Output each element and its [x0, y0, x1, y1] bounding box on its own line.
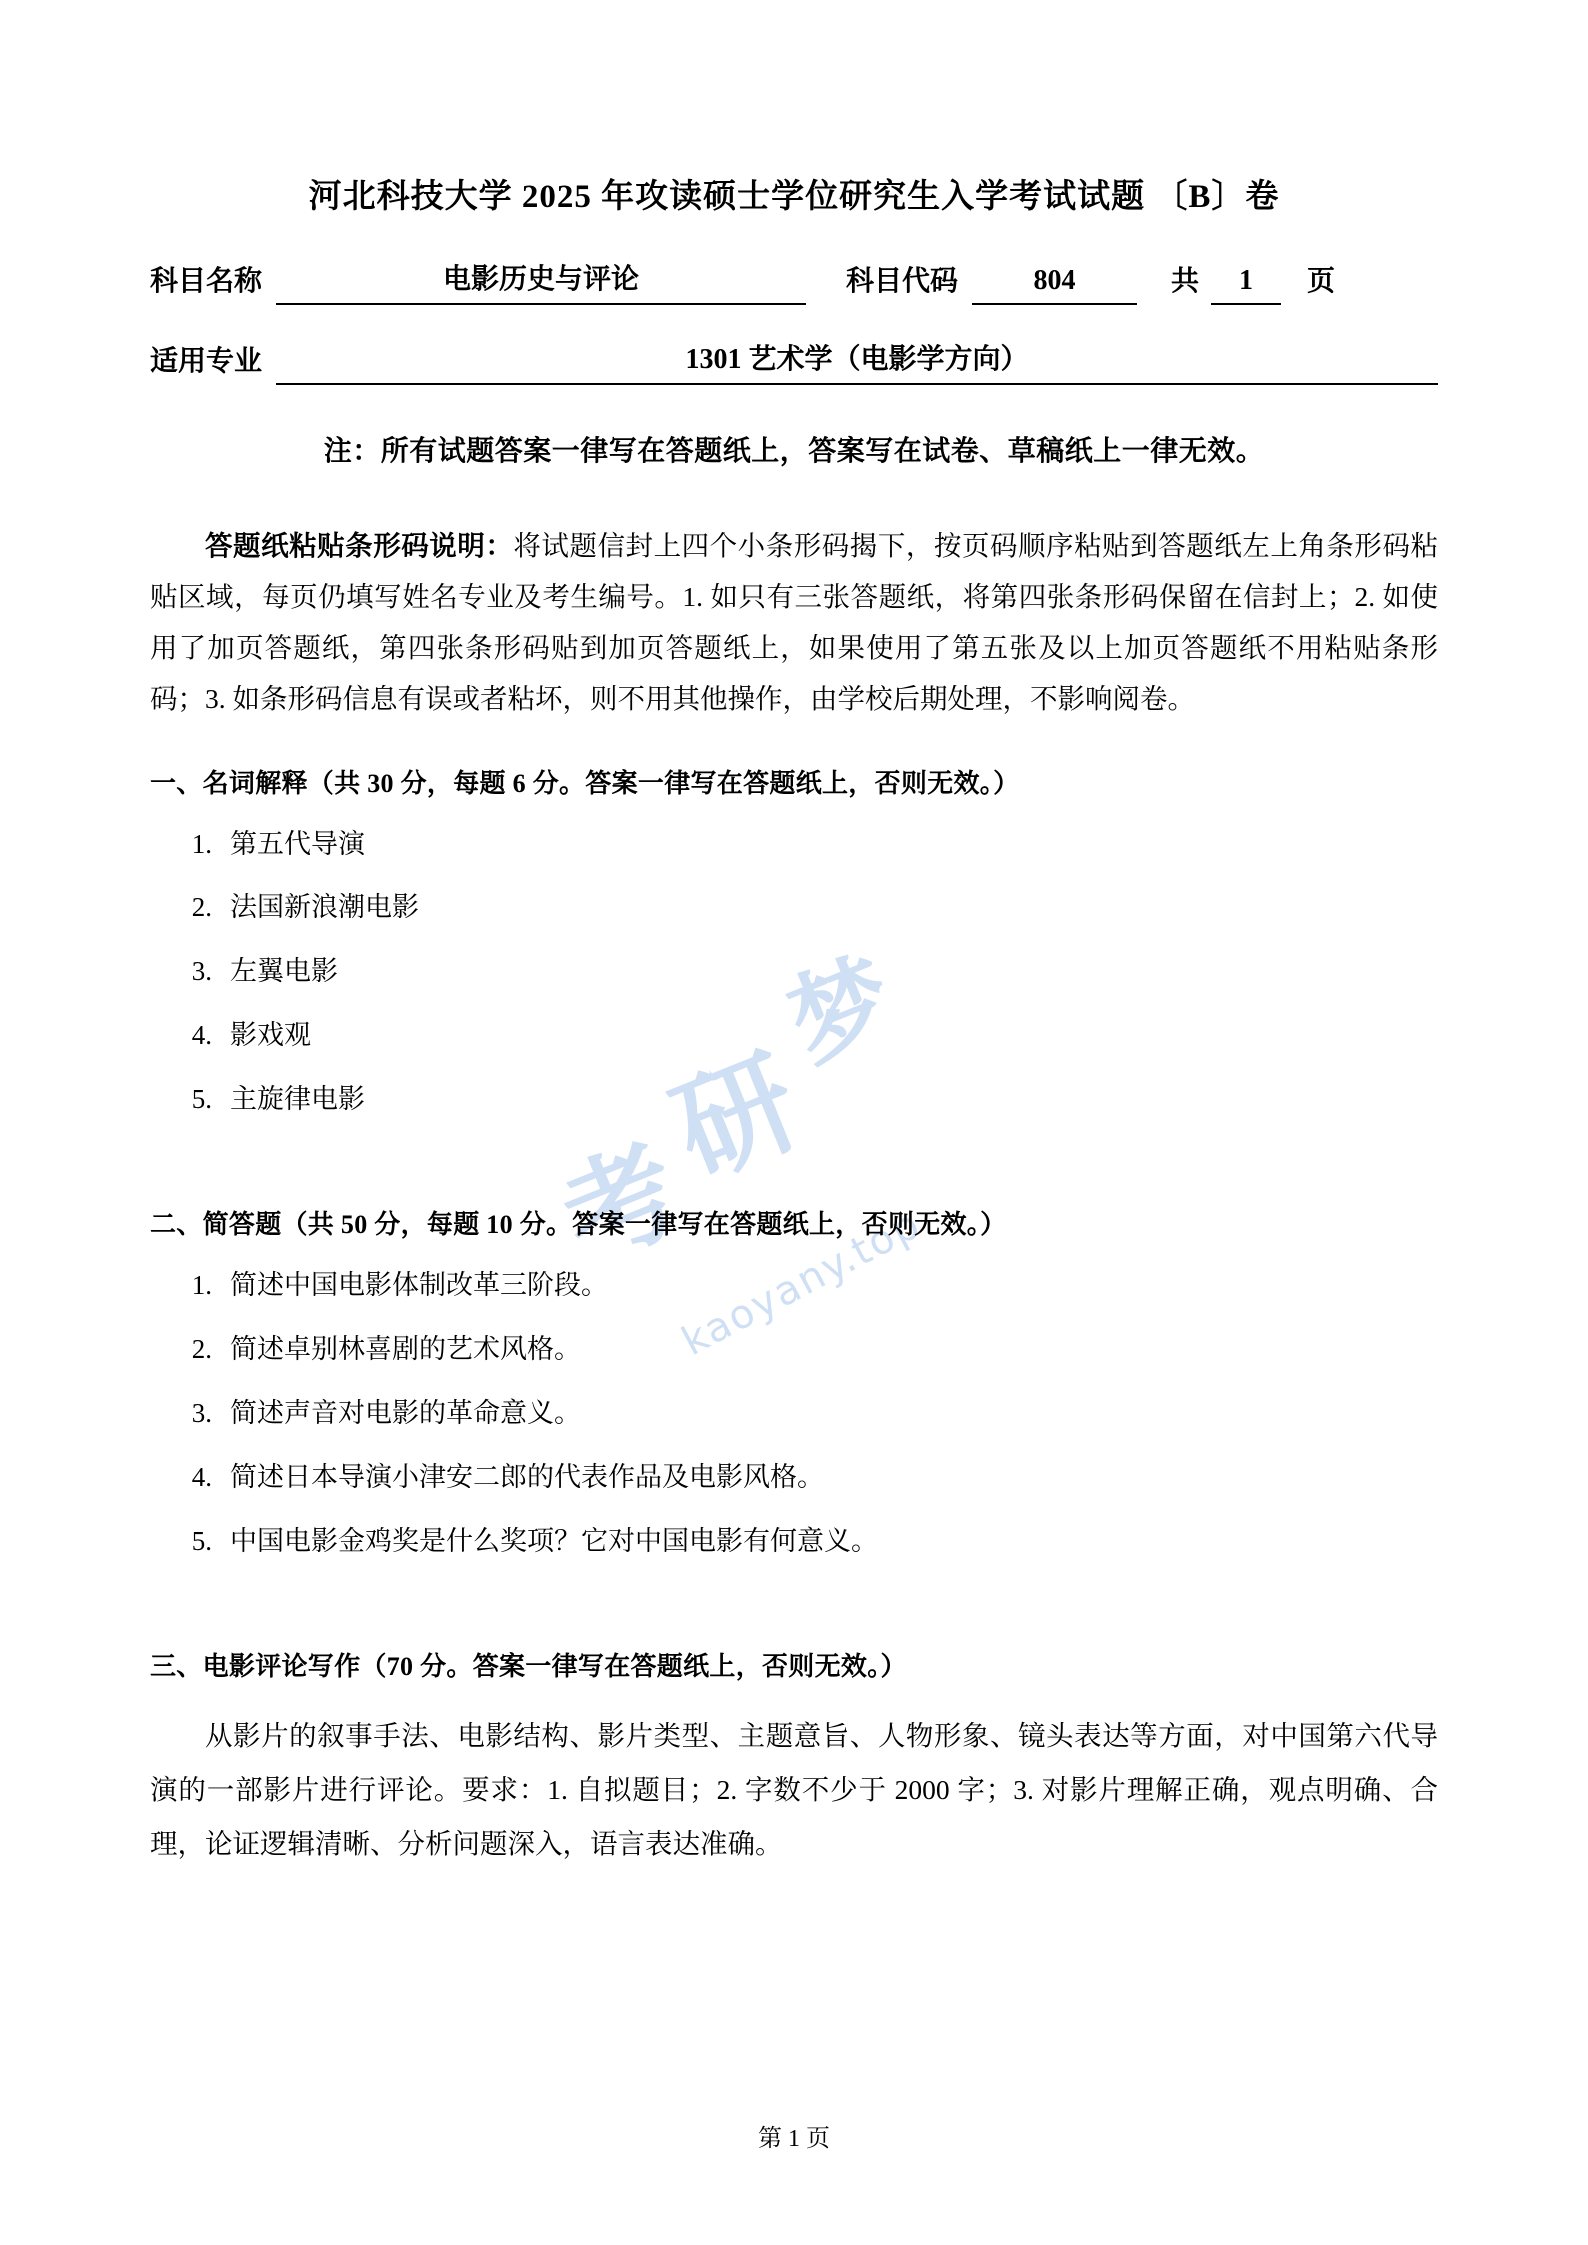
list-item — [150, 1081, 1438, 1119]
question-number: 5. — [191, 1083, 212, 1114]
watermark-url: kaoyany.top — [674, 1200, 929, 1366]
barcode-instructions — [150, 521, 1438, 725]
list-item — [150, 1395, 1438, 1433]
watermark-char-1: 考 — [546, 1127, 698, 1285]
question-text: 简述日本导演小津安二郎的代表作品及电影风格。 — [230, 1461, 824, 1492]
question-number: 4. — [191, 1461, 212, 1492]
total-pages-label: 共 — [1171, 266, 1200, 297]
subject-name-label: 科目名称 — [150, 266, 263, 297]
list-item — [150, 1267, 1438, 1305]
barcode-instructions-lead: 答题纸粘贴条形码说明： — [205, 530, 514, 561]
question-number: 4. — [191, 1019, 212, 1050]
question-number: 3. — [191, 1398, 212, 1429]
section-heading-2: 二、简答题（共 50 分，每题 10 分。答案一律写在答题纸上，否则无效。） — [150, 1210, 1007, 1240]
major-value: 1301 艺术学（电影学方向） — [276, 337, 1438, 385]
page-footer: 第 1 页 — [758, 2126, 830, 2152]
exam-note: 注：所有试题答案一律写在答题纸上，答案写在试卷、草稿纸上一律无效。 — [323, 436, 1265, 467]
list-item — [150, 889, 1438, 927]
subject-code-value: 804 — [972, 265, 1137, 305]
question-text: 简述卓别林喜剧的艺术风格。 — [230, 1334, 581, 1365]
essay-prompt-text: 从影片的叙事手法、电影结构、影片类型、主题意旨、人物形象、镜头表达等方面，对中国第六代导演的一部影片进行评论。要求：1. 自拟题目；2. 字数不少于 2000 字；3. 对影片理解正确，观点明确、合理，论证逻辑清晰、分析问题深入，语言表达准确。 — [150, 1720, 1438, 1859]
list-item — [150, 953, 1438, 991]
meta-row-major — [150, 337, 1438, 385]
barcode-instructions-body: 将试题信封上四个小条形码揭下，按页码顺序粘贴到答题纸左上角条形码粘贴区域，每页仍填写姓名专业及考生编号。1. 如只有三张答题纸，将第四张条形码保留在信封上；2. 如使用了加页答题纸，第四张条形码贴到加页答题纸上，如果使用了第五张及以上加页答题纸不用粘贴条形码；3. 如条形码信息有误或者粘坏，则不用其他操作，由学校后期处理，不影响阅卷。 — [150, 530, 1439, 714]
page-unit-label: 页 — [1307, 266, 1336, 297]
question-number: 5. — [191, 1525, 212, 1556]
question-number: 1. — [191, 828, 212, 859]
question-number: 2. — [191, 1334, 212, 1365]
page-title: 河北科技大学 2025 年攻读硕士学位研究生入学考试试题 〔B〕卷 — [308, 179, 1280, 215]
section-heading-3: 三、电影评论写作（70 分。答案一律写在答题纸上，否则无效。） — [150, 1652, 907, 1682]
section-heading-1: 一、名词解释（共 30 分，每题 6 分。答案一律写在答题纸上，否则无效。） — [150, 768, 1020, 798]
watermark-char-2: 研 — [657, 1035, 817, 1202]
question-text: 简述声音对电影的革命意义。 — [230, 1398, 581, 1429]
question-text: 影戏观 — [230, 1019, 311, 1050]
list-item — [150, 1331, 1438, 1369]
list-item — [150, 1523, 1438, 1561]
question-number: 2. — [191, 892, 212, 923]
question-list-2 — [150, 1267, 1438, 1560]
question-text: 主旋律电影 — [230, 1083, 365, 1114]
question-list-1 — [150, 826, 1438, 1119]
question-text: 左翼电影 — [230, 956, 338, 987]
subject-code-label: 科目代码 — [846, 266, 959, 297]
question-text: 法国新浪潮电影 — [230, 892, 419, 923]
list-item — [150, 826, 1438, 864]
meta-row-subject — [150, 257, 1438, 305]
question-number: 1. — [191, 1270, 212, 1301]
list-item — [150, 1459, 1438, 1497]
question-text: 第五代导演 — [230, 828, 365, 859]
question-number: 3. — [191, 956, 212, 987]
question-text: 中国电影金鸡奖是什么奖项？它对中国电影有何意义。 — [230, 1525, 878, 1556]
list-item — [150, 1017, 1438, 1055]
question-text: 简述中国电影体制改革三阶段。 — [230, 1270, 608, 1301]
subject-name-value: 电影历史与评论 — [276, 257, 806, 305]
watermark-char-3: 梦 — [774, 941, 909, 1082]
major-label: 适用专业 — [150, 346, 263, 377]
total-pages-value: 1 — [1211, 265, 1281, 305]
